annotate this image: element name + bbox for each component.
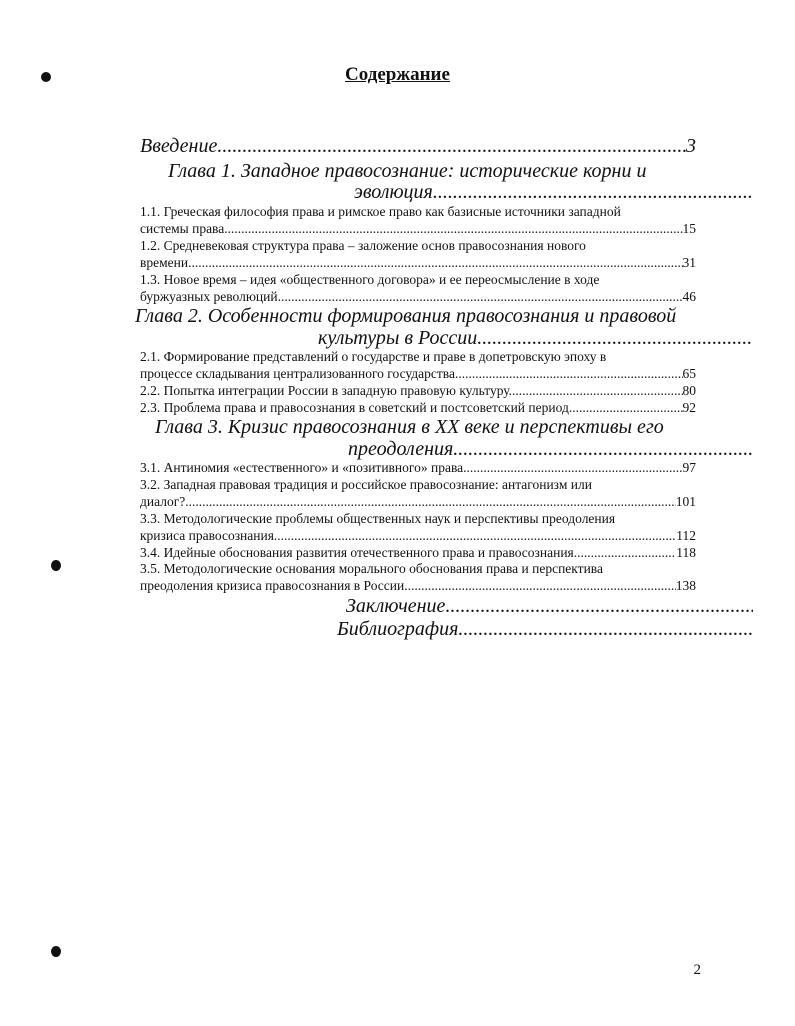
toc-section-3-5-line1[interactable]: 3.5. Методологические основания морального обоснования права и перспектива bbox=[140, 561, 603, 576]
toc-bibliography[interactable] bbox=[337, 618, 753, 641]
toc-section-2-3[interactable] bbox=[140, 400, 696, 416]
toc-section-3-2-line2[interactable] bbox=[140, 494, 696, 510]
toc-section-3-3-line2[interactable] bbox=[140, 528, 696, 544]
toc-bibliography-label: Библиография bbox=[337, 618, 459, 640]
toc-chapter-1-label: эволюция. bbox=[354, 181, 438, 203]
toc-conclusion-label: Заключение bbox=[346, 595, 446, 617]
toc-leader bbox=[569, 400, 683, 416]
toc-chapter-2-label: культуры в России bbox=[318, 327, 478, 349]
toc-section-1-3-label: буржуазных революций. bbox=[140, 289, 281, 304]
toc-section-2-3-page: 92 bbox=[682, 400, 696, 415]
toc-section-3-2-line1[interactable]: 3.2. Западная правовая традиция и российское правосознание: антагонизм или bbox=[140, 477, 592, 492]
page-title: Содержание bbox=[345, 64, 450, 85]
toc-section-2-1-line1[interactable]: 2.1. Формирование представлений о государстве и праве в допетровскую эпоху в bbox=[140, 349, 607, 364]
toc-section-3-3-label: кризиса правосознания bbox=[140, 528, 274, 543]
toc-section-1-1-page: 15 bbox=[682, 221, 696, 236]
toc-section-1-2-label: времени. bbox=[140, 255, 192, 270]
toc-intro-page: 3 bbox=[686, 135, 696, 157]
toc-section-3-3-page: 112 bbox=[676, 528, 696, 543]
toc-intro[interactable] bbox=[140, 135, 696, 158]
toc-section-1-1-label: системы права bbox=[140, 221, 225, 236]
toc-section-1-2-line2[interactable] bbox=[140, 255, 696, 271]
toc-leader bbox=[453, 438, 753, 461]
toc-section-2-3-label: 2.3. Проблема права и правосознания в советский и постсоветский период bbox=[140, 400, 569, 415]
toc-section-2-1-label: процессе складывания централизованного государства bbox=[140, 366, 455, 381]
toc-section-3-2-label: диалог? bbox=[140, 494, 186, 509]
toc-intro-label: Введение. bbox=[140, 135, 223, 157]
binder-hole-middle bbox=[51, 560, 61, 571]
toc-section-3-2-page: 101 bbox=[675, 494, 696, 509]
toc-section-1-2-line1[interactable]: 1.2. Средневековая структура права – заложение основ правосознания нового bbox=[140, 238, 586, 253]
toc-chapter-2-line1[interactable]: Глава 2. Особенности формирования правосознания и правовой bbox=[135, 305, 677, 327]
toc-chapter-2-line2[interactable] bbox=[318, 327, 753, 350]
toc-section-3-1-page: 97 bbox=[682, 460, 696, 475]
binder-hole-bottom bbox=[51, 946, 61, 957]
toc-chapter-3-line2[interactable] bbox=[348, 438, 753, 461]
toc-conclusion[interactable] bbox=[346, 595, 753, 618]
toc-chapter-1-line2[interactable] bbox=[354, 181, 753, 204]
toc-section-1-3-page: 46 bbox=[682, 289, 696, 304]
toc-leader bbox=[222, 135, 686, 158]
page-number: 2 bbox=[693, 962, 701, 978]
toc-leader bbox=[185, 494, 676, 510]
toc-leader bbox=[445, 595, 753, 618]
toc-leader bbox=[191, 255, 682, 271]
toc-section-1-1-line1[interactable]: 1.1. Греческая философия права и римское право как базисные источники западной bbox=[140, 204, 621, 219]
toc-section-1-3-line1[interactable]: 1.3. Новое время – идея «общественного договора» и ее переосмысление в ходе bbox=[140, 272, 600, 287]
toc-leader bbox=[404, 578, 676, 594]
toc-leader bbox=[467, 460, 683, 476]
toc-section-3-4[interactable] bbox=[140, 545, 696, 561]
toc-section-3-3-line1[interactable]: 3.3. Методологические проблемы общественных наук и перспективы преодоления bbox=[140, 511, 616, 526]
toc-section-2-2-label: 2.2. Попытка интеграции России в западную правовую культуру. bbox=[140, 383, 513, 398]
toc-section-1-2-page: 31 bbox=[682, 255, 696, 270]
toc-leader bbox=[438, 181, 753, 204]
toc-section-2-1-line2[interactable] bbox=[140, 366, 696, 382]
toc-section-1-1-line2[interactable] bbox=[140, 221, 696, 237]
toc-chapter-3-line1[interactable]: Глава 3. Кризис правосознания в XX веке и перспективы его bbox=[155, 416, 664, 438]
toc-section-2-1-page: 65 bbox=[682, 366, 696, 381]
toc-section-2-2[interactable] bbox=[140, 383, 696, 399]
toc-chapter-3-label: преодоления bbox=[348, 438, 454, 460]
toc-section-3-5-page: 138 bbox=[675, 578, 696, 593]
toc-section-3-4-page: 118 bbox=[676, 545, 696, 560]
toc-section-2-2-page: 80 bbox=[682, 383, 696, 398]
toc-section-3-1-label: 3.1. Антиномия «естественного» и «позитивного» права. bbox=[140, 460, 467, 475]
toc-leader bbox=[281, 289, 683, 305]
toc-leader bbox=[455, 366, 683, 382]
toc-leader bbox=[274, 528, 676, 544]
toc-leader bbox=[512, 383, 682, 399]
toc-leader bbox=[477, 327, 753, 350]
toc-section-3-4-label: 3.4. Идейные обоснования развития отечественного права и правосознания bbox=[140, 545, 574, 560]
toc-leader bbox=[224, 221, 682, 237]
toc-section-3-5-label: преодоления кризиса правосознания в России bbox=[140, 578, 405, 593]
toc-leader bbox=[458, 618, 753, 641]
toc-section-3-1[interactable] bbox=[140, 460, 696, 476]
toc-section-3-5-line2[interactable] bbox=[140, 578, 696, 594]
toc-section-1-3-line2[interactable] bbox=[140, 289, 696, 305]
toc-leader bbox=[574, 545, 676, 561]
toc-chapter-1-line1[interactable]: Глава 1. Западное правосознание: исторические корни и bbox=[168, 160, 647, 182]
